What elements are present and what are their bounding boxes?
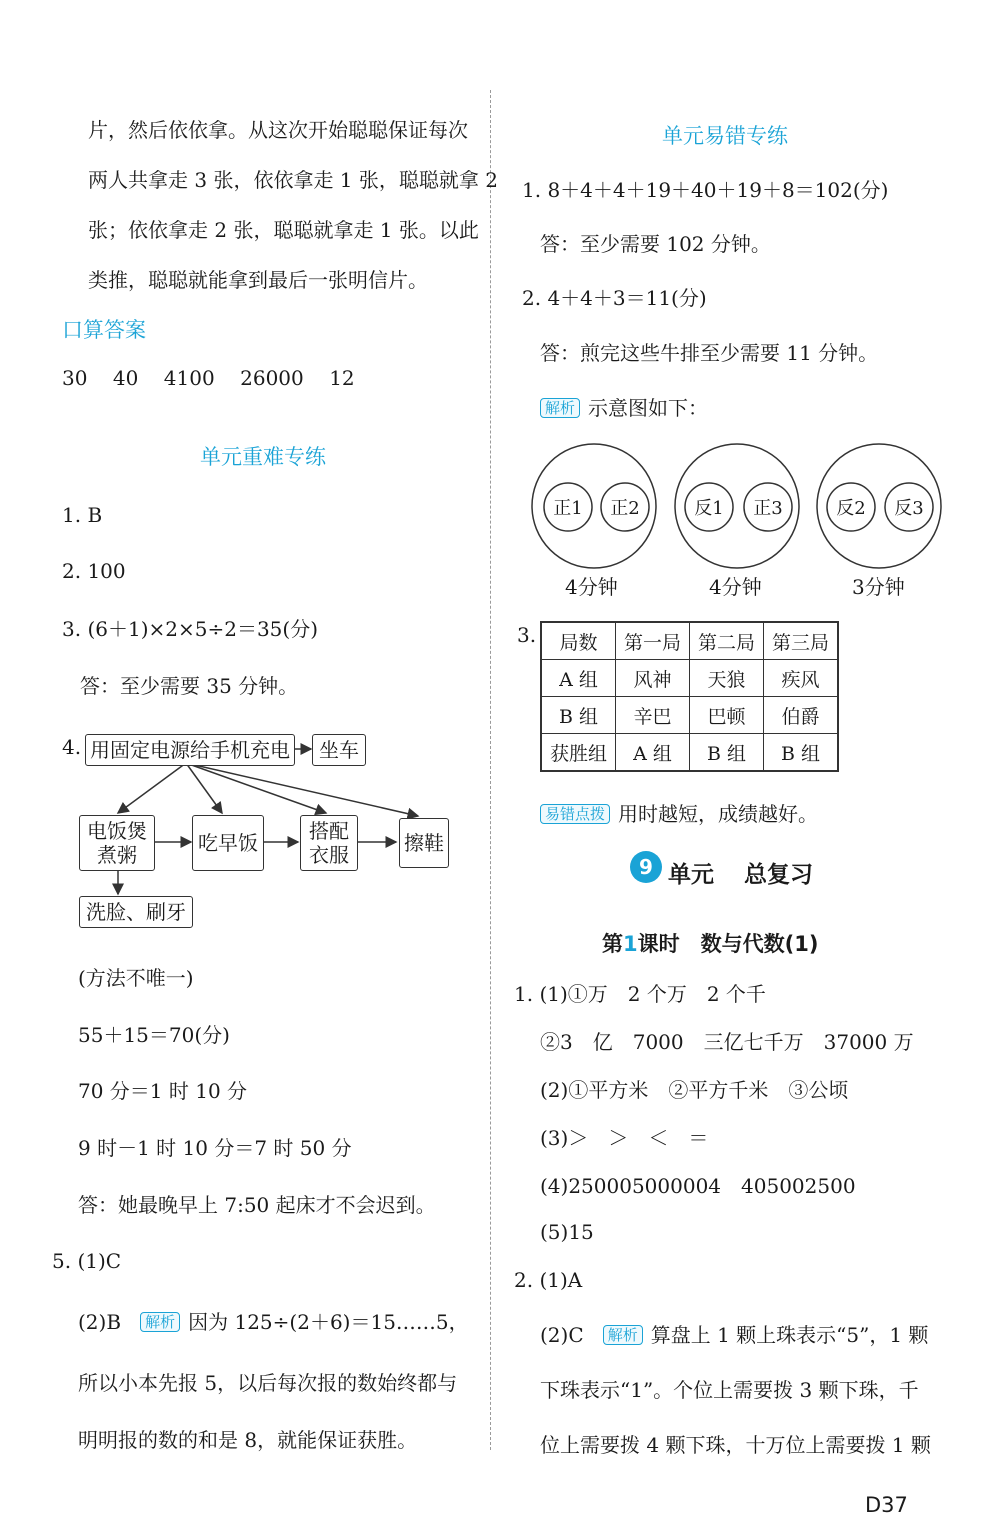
answer-4-conclusion: 答：她最晚早上 7:50 起床才不会迟到。 (78, 1193, 436, 1217)
oral-answer: 40 (112, 366, 139, 390)
oral-answers-title: 口算答案 (62, 318, 146, 342)
answer-5-1: 5. (1)C (52, 1249, 122, 1273)
pan-1-steak-b: 正2 (610, 498, 640, 519)
lesson-answer-2-1: 2. (1)A (514, 1268, 583, 1292)
table-cell: 天狼 (690, 660, 764, 697)
table-cell: A 组 (616, 734, 690, 772)
oral-answer: 26000 (240, 366, 304, 390)
flow-box-charge-phone: 用固定电源给手机充电 (85, 734, 295, 766)
answer-1: 1. B (62, 503, 103, 527)
table-header-cell: 第三局 (764, 622, 839, 660)
table-header-row (541, 622, 838, 660)
answer-2: 2. 100 (62, 559, 126, 583)
pan-3-time: 3分钟 (852, 575, 905, 599)
table-cell: 伯爵 (764, 697, 839, 734)
lesson-answer-1-4: (4)250005000004 405002500 (540, 1174, 856, 1198)
flow-box-cook-line1: 电饭煲 (87, 819, 147, 843)
answer-5-2 (78, 1310, 469, 1334)
lesson-answer-2-2-label: (2)C (540, 1323, 584, 1347)
lesson-number: 1 (623, 932, 638, 956)
flow-box-dress-line2: 衣服 (309, 843, 349, 867)
right-answer-2-conclusion: 答：煎完这些牛排至少需要 11 分钟。 (540, 341, 879, 365)
flow-box-eat-breakfast: 吃早饭 (192, 815, 264, 871)
flow-box-cook-line2: 煮粥 (97, 843, 137, 867)
answer-5-2-label: (2)B (78, 1310, 122, 1334)
lesson-answer-1-2: (2)①平方米 ②平方千米 ③公顷 (540, 1078, 849, 1102)
left-paragraph-line1: 片，然后依依拿。从这次开始聪聪保证每次 (88, 118, 468, 142)
right-answer-1-conclusion: 答：至少需要 102 分钟。 (540, 232, 771, 256)
left-paragraph-line2: 两人共拿走 3 张，依依拿走 1 张，聪聪就拿 2 (88, 168, 498, 192)
right-answer-2: 2. 4＋4＋3＝11(分) (522, 286, 707, 310)
table-row (541, 697, 838, 734)
analysis-text: 示意图如下： (588, 396, 709, 420)
flow-box-dress-line1: 搭配 (309, 819, 349, 843)
oral-answer: 12 (329, 366, 355, 390)
answer-4-note: (方法不唯一) (78, 966, 194, 990)
right-answer-1: 1. 8＋4＋4＋19＋40＋19＋8＝102(分) (522, 178, 889, 202)
pan-2-steak-b: 正3 (753, 498, 783, 519)
match-result-table (540, 621, 839, 772)
oral-answer: 4100 (163, 366, 215, 390)
analysis-tag: 解析 (140, 1312, 180, 1332)
answer-4-line1: 55＋15＝70(分) (78, 1023, 230, 1047)
unit-title: 总复习 (744, 862, 813, 888)
answer-3-conclusion: 答：至少需要 35 分钟。 (80, 674, 299, 698)
section-title-difficult: 单元重难专练 (200, 445, 326, 469)
answer-4-number: 4. (62, 735, 82, 759)
answer-5-line3: 明明报的数的和是 8，就能保证获胜。 (78, 1428, 418, 1452)
left-paragraph-line3: 张；依依拿走 2 张，聪聪就拿走 1 张。以此 (88, 218, 479, 242)
lesson-answer-2-2 (540, 1323, 928, 1347)
table-cell: 风神 (616, 660, 690, 697)
left-paragraph-line4: 类推，聪聪就能拿到最后一张明信片。 (88, 268, 428, 292)
answer-4-line2: 70 分＝1 时 10 分 (78, 1079, 248, 1103)
table-cell: 获胜组 (541, 734, 616, 772)
flow-box-cook-porridge (79, 815, 155, 871)
table-cell: B 组 (764, 734, 839, 772)
pan-1-steak-a: 正1 (553, 498, 583, 519)
pan-1-time: 4分钟 (565, 575, 618, 599)
table-row (541, 734, 838, 772)
lesson-answer-1-1b: ②3 亿 7000 三亿七千万 37000 万 (540, 1030, 914, 1054)
lesson-title-suffix: 课时 数与代数(1) (637, 932, 819, 956)
oral-answer: 30 (62, 366, 88, 390)
flow-box-dress (300, 815, 358, 871)
tip-text: 用时越短，成绩越好。 (618, 802, 819, 826)
right-analysis-line (540, 396, 708, 420)
flow-box-ride: 坐车 (312, 734, 366, 766)
unit-label: 单元 (668, 862, 714, 888)
table-cell: B 组 (541, 697, 616, 734)
flow-box-polish-shoes: 擦鞋 (399, 818, 449, 868)
analysis-tag: 解析 (603, 1325, 643, 1345)
table-cell: B 组 (690, 734, 764, 772)
lesson-answer-2-2-text: 算盘上 1 颗上珠表示“5”，1 颗 (650, 1323, 929, 1347)
table-header-cell: 第二局 (690, 622, 764, 660)
unit-number-badge: 9 (630, 851, 662, 883)
lesson-title-prefix: 第 (602, 932, 623, 956)
analysis-tag: 解析 (540, 398, 580, 418)
lesson-title (602, 931, 818, 957)
flow-box-wash: 洗脸、刷牙 (79, 896, 193, 928)
pan-2-steak-a: 反1 (694, 498, 724, 519)
table-header-cell: 第一局 (616, 622, 690, 660)
tip-line (540, 802, 818, 826)
lesson-answer-1-3: (3)＞ ＞ ＜ ＝ (540, 1126, 709, 1150)
pan-3-steak-a: 反2 (836, 498, 866, 519)
table-header-cell: 局数 (541, 622, 616, 660)
lesson-answer-1-5: (5)15 (540, 1220, 594, 1244)
lesson-answer-2-line2: 下珠表示“1”。个位上需要拨 3 颗下珠，千 (540, 1378, 919, 1402)
table-cell: 辛巴 (616, 697, 690, 734)
pan-2-time: 4分钟 (709, 575, 762, 599)
table-cell: 巴顿 (690, 697, 764, 734)
answer-4-line3: 9 时－1 时 10 分＝7 时 50 分 (78, 1136, 352, 1160)
lesson-answer-2-line3: 位上需要拨 4 颗下珠，十万位上需要拨 1 颗 (540, 1433, 931, 1457)
pan-3-steak-b: 反3 (894, 498, 924, 519)
flow-chart-arrows (0, 0, 500, 940)
table-row (541, 660, 838, 697)
answer-5-line2: 所以小本先报 5，以后每次报的数始终都与 (78, 1371, 458, 1395)
page-number: D37 (865, 1493, 908, 1517)
lesson-answer-1-1: 1. (1)①万 2 个万 2 个千 (514, 982, 766, 1006)
tip-tag: 易错点拨 (540, 804, 610, 824)
answer-3: 3. (6＋1)×2×5÷2＝35(分) (62, 617, 318, 641)
table-cell: 疾风 (764, 660, 839, 697)
section-title-error-prone: 单元易错专练 (662, 124, 788, 148)
table-cell: A 组 (541, 660, 616, 697)
answer-5-2-text: 因为 125÷(2＋6)＝15……5， (188, 1310, 469, 1334)
right-answer-3-number: 3. (517, 623, 537, 647)
